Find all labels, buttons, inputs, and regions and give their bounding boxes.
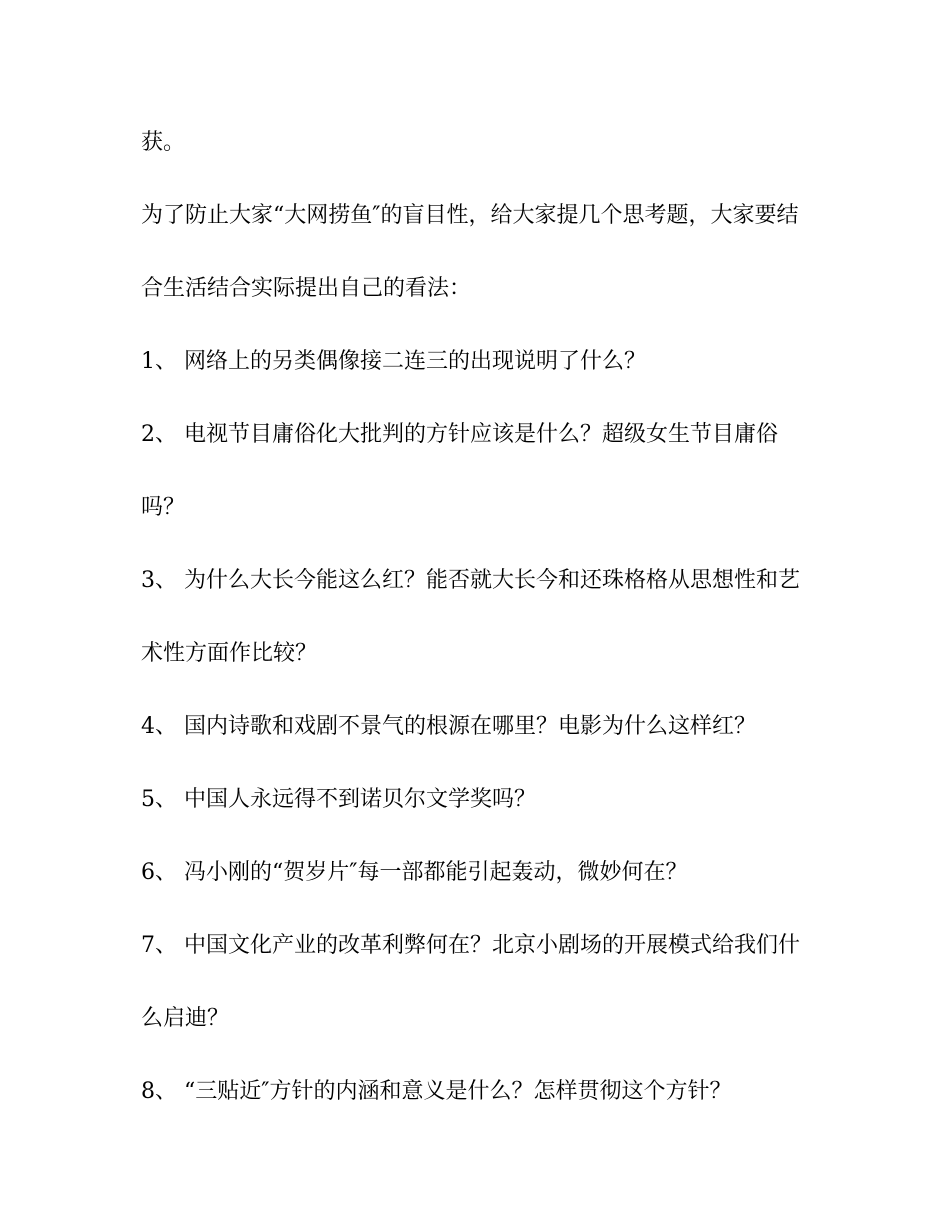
question-1: 1、 网络上的另类偶像接二连三的出现说明了什么？ bbox=[141, 349, 646, 374]
question-2-line-2: 吗？ bbox=[141, 495, 186, 520]
text-line-continuation: 获。 bbox=[141, 130, 186, 155]
question-3-line-2: 术性方面作比较？ bbox=[141, 641, 318, 666]
question-7-line-2: 么启迪？ bbox=[141, 1006, 230, 1031]
question-6: 6、 冯小刚的“贺岁片″每一部都能引起轰动，微妙何在？ bbox=[141, 860, 688, 885]
question-8: 8、 “三贴近″方针的内涵和意义是什么？怎样贯彻这个方针？ bbox=[141, 1079, 732, 1104]
text-line-intro-1: 为了防止大家“大网捞鱼″的盲目性，给大家提几个思考题，大家要结 bbox=[141, 203, 799, 228]
question-2-line-1: 2、 电视节目庸俗化大批判的方针应该是什么？超级女生节目庸俗 bbox=[141, 422, 778, 447]
question-7-line-1: 7、 中国文化产业的改革利弊何在？北京小剧场的开展模式给我们什 bbox=[141, 933, 800, 958]
text-line-intro-2: 合生活结合实际提出自己的看法： bbox=[141, 276, 472, 301]
question-3-line-1: 3、 为什么大长今能这么红？能否就大长今和还珠格格从思想性和艺 bbox=[141, 568, 800, 593]
question-4: 4、 国内诗歌和戏剧不景气的根源在哪里？电影为什么这样红？ bbox=[141, 714, 756, 739]
question-5: 5、 中国人永远得不到诺贝尔文学奖吗？ bbox=[141, 787, 536, 812]
